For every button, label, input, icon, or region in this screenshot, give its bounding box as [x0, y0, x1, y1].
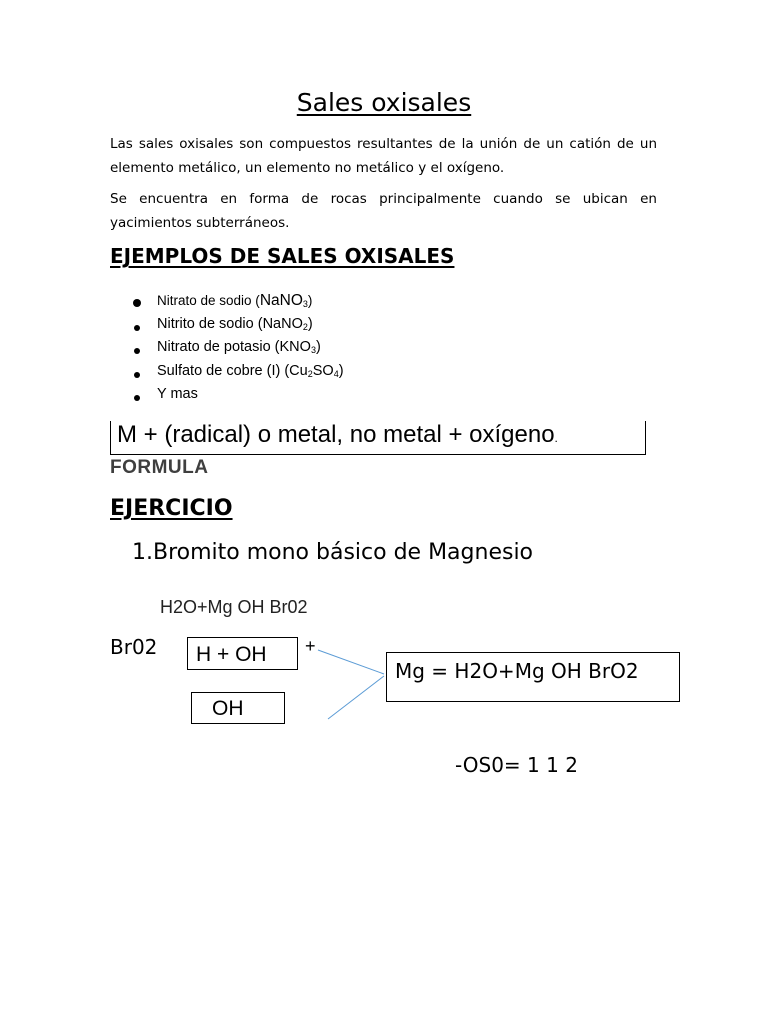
formula-text: M + (radical) o metal, no metal + oxígeno. — [117, 421, 558, 448]
br02-label: Br02 — [110, 635, 158, 659]
connector-line-top — [318, 650, 384, 674]
equation-line: H2O+Mg OH Br02 — [160, 597, 308, 617]
plus-sign: + — [305, 636, 316, 656]
examples-list — [132, 292, 344, 410]
mg-result-box: Mg = H2O+Mg OH BrO2 — [386, 652, 680, 702]
formula-label: FORMULA — [110, 457, 209, 478]
exercise-heading: EJERCICIO — [110, 496, 233, 521]
exercise-item: 1.Bromito mono básico de Magnesio — [132, 540, 534, 565]
examples-heading: EJEMPLOS DE SALES OXISALES — [110, 244, 455, 268]
page-title: Sales oxisales — [296, 88, 472, 117]
list-item: Sulfato de cobre (I) $(Cu_2SO_4)$ — [132, 363, 344, 387]
list-item: Y mas — [132, 386, 344, 410]
oxidation-states: -OS0= 1 1 2 — [455, 753, 578, 777]
connector-line-bottom — [328, 676, 384, 719]
oh-box: OH — [191, 692, 285, 724]
intro-paragraph: Las sales oxisales son compuestos resultantes de la unión de un catión de un elemento metálico, un elemento no metálico y el oxígeno. — [110, 136, 657, 176]
h-oh-box: H + OH — [187, 637, 298, 670]
list-item: Nitrato de potasio $(KNO_3)$ — [132, 339, 344, 363]
location-paragraph: Se encuentra en forma de rocas principalmente cuando se ubican en yacimientos subterráneos. — [110, 191, 657, 231]
list-item: Nitrito de sodio (NaNO$_2$) — [132, 316, 344, 340]
list-item: Nitrato de sodio (NaNO$_3$) — [132, 292, 344, 316]
